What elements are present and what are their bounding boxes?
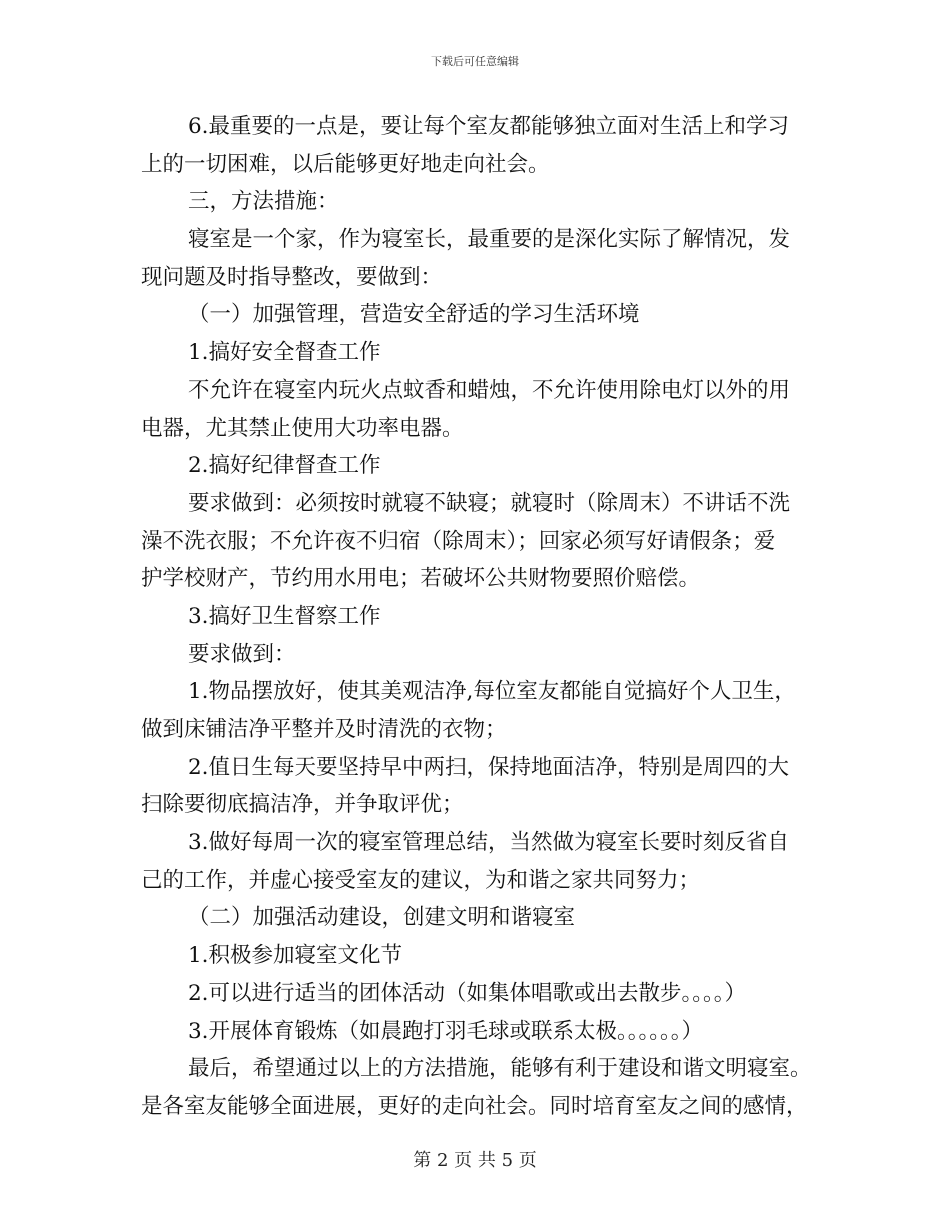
paragraph-line: 做到床铺洁净平整并及时清洗的衣物； xyxy=(141,717,507,742)
paragraph-line: 寝室是一个家，作为寝室长，最重要的是深化实际了解情况，发 xyxy=(188,227,791,253)
paragraph-line: 护学校财产，节约用水用电；若破坏公共财物要照价赔偿。 xyxy=(141,566,701,592)
paragraph-line: 1.积极参加寝室文化节 xyxy=(188,943,403,969)
paragraph-line: 电器，尤其禁止使用大功率电器。 xyxy=(141,415,464,441)
paragraph-line: 是各室友能够全面进展，更好的走向社会。同时培育室友之间的感情， xyxy=(141,1093,808,1119)
paragraph-line: 3.做好每周一次的寝室管理总结，当然做为寝室长要时刻反省自 xyxy=(188,830,790,856)
paragraph-line: 现问题及时指导整改，要做到： xyxy=(141,264,443,290)
paragraph-line: 3.开展体育锻炼（如晨跑打羽毛球或联系太极。。。。。。） xyxy=(188,1018,704,1044)
paragraph-line: 己的工作，并虚心接受室友的建议，为和谐之家共同努力； xyxy=(141,867,701,893)
paragraph-line: 3.搞好卫生督察工作 xyxy=(188,603,381,629)
section-heading: （二）加强活动建设，创建文明和谐寝室 xyxy=(188,905,576,931)
paragraph-line: 上的一切困难，以后能够更好地走向社会。 xyxy=(141,151,550,177)
paragraph-line: 2.可以进行适当的团体活动（如集体唱歌或出去散步。。。。） xyxy=(188,980,747,1006)
paragraph-line: 不允许在寝室内玩火点蚊香和蜡烛，不允许使用除电灯以外的用 xyxy=(188,377,791,403)
paragraph-line: 6.最重要的一点是，要让每个室友都能够独立面对生活上和学习 xyxy=(188,114,790,139)
paragraph-line: 最后，希望通过以上的方法措施，能够有利于建设和谐文明寝室。 xyxy=(188,1056,812,1082)
document-body xyxy=(141,108,813,1126)
paragraph-line: 1.搞好安全督查工作 xyxy=(188,340,381,366)
page-header: 下载后可任意编辑 xyxy=(431,55,519,68)
paragraph-line: 1.物品摆放好，使其美观洁净,每位室友都能自觉搞好个人卫生， xyxy=(188,679,796,705)
paragraph-line: 2.搞好纪律督查工作 xyxy=(188,453,381,479)
page-footer: 第 2 页 共 5 页 xyxy=(413,1150,537,1171)
paragraph-line: 澡不洗衣服；不允许夜不归宿（除周末）；回家必须写好请假条；爱 xyxy=(141,528,776,554)
paragraph-line: 要求做到： xyxy=(188,641,296,667)
paragraph-line: 要求做到：必须按时就寝不缺寝；就寝时（除周末）不讲话不洗 xyxy=(188,490,791,516)
paragraph-line: 2.值日生每天要坚持早中两扫，保持地面洁净，特别是周四的大 xyxy=(188,754,790,780)
paragraph-line: 三，方法措施： xyxy=(188,189,339,215)
section-heading: （一）加强管理，营造安全舒适的学习生活环境 xyxy=(188,302,640,328)
paragraph-line: 扫除要彻底搞洁净，并争取评优； xyxy=(141,792,464,818)
